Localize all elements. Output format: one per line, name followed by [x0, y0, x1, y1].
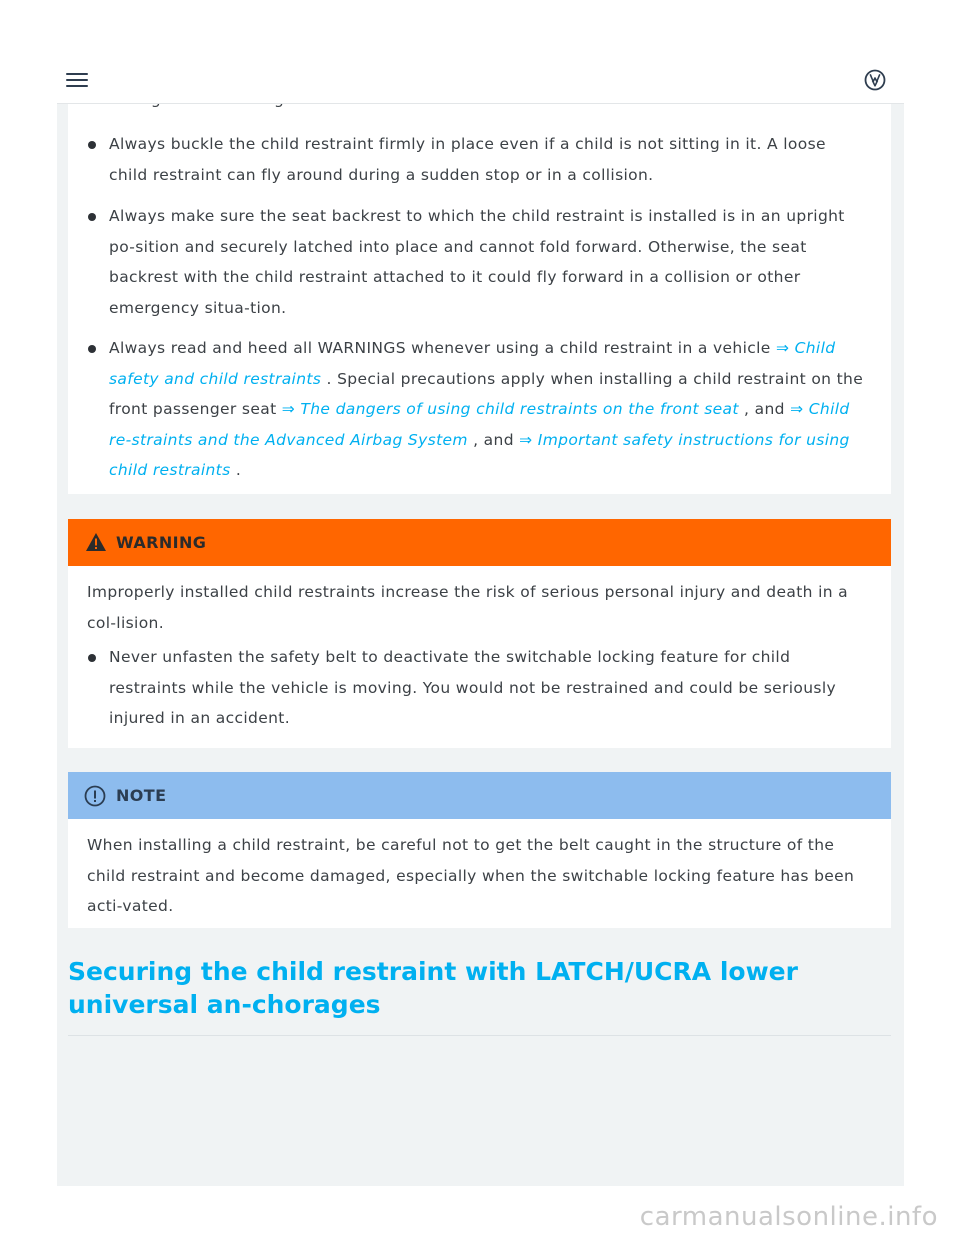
safety-list-card — [68, 62, 891, 494]
warning-title: WARNING — [116, 533, 207, 552]
list-item — [87, 642, 869, 734]
note-header — [68, 772, 891, 819]
link-advanced-airbag[interactable]: ⇒ Child re-straints and the Advanced Airbag System — [109, 400, 850, 449]
link-child-safety[interactable]: ⇒ Child safety and child restraints — [109, 339, 836, 388]
list-item-text: Always buckle the child restraint firmly in place even if a child is not sitting in it. A loose child restraint can fly around during a sudden stop or in a collision. — [109, 135, 826, 184]
top-navigation-bar — [57, 62, 904, 104]
list-item-text: . — [230, 461, 242, 479]
warning-triangle-icon — [85, 532, 107, 552]
note-title: NOTE — [116, 786, 167, 805]
menu-icon[interactable] — [66, 70, 90, 90]
list-item-text: Always read and heed all WARNINGS whenever using a child restraint in a vehicle — [109, 339, 776, 357]
watermark-text: carmanualsonline.info — [639, 1202, 938, 1232]
list-item — [68, 201, 891, 323]
warning-header — [68, 519, 891, 566]
list-item-text: . Special precautions apply when installing a child restraint on the front passenger seat — [109, 369, 864, 418]
section-heading: Securing the child restraint with LATCH/UCRA lower universal an-chorages — [68, 955, 891, 1036]
link-front-seat-dangers[interactable]: ⇒ The dangers of using child restraints on the front seat — [281, 400, 739, 418]
note-exclamation-icon — [84, 785, 106, 807]
note-body — [68, 819, 891, 928]
list-item — [68, 333, 891, 486]
link-important-safety[interactable]: ⇒ Important safety instructions for using child restraints — [109, 430, 850, 479]
list-item-text: Never unfasten the safety belt to deactivate the switchable locking feature for child restraints while the vehicle is moving. You would not be restrained and could be seriously injured in an accident. — [109, 648, 837, 727]
note-text: When installing a child restraint, be careful not to get the belt caught in the structure of the child restraint and become damaged, especially when the switchable locking feature has been acti-vated. — [87, 836, 855, 915]
list-item — [68, 129, 891, 190]
vw-logo-icon[interactable] — [864, 69, 886, 91]
list-item-text: , and — [738, 400, 791, 418]
list-item-text: , and — [467, 430, 520, 449]
warning-body — [68, 566, 891, 748]
warning-text: Improperly installed child restraints increase the risk of serious personal injury and death in a col-lision. — [87, 583, 849, 632]
list-item-text: Always make sure the seat backrest to which the child restraint is installed is in an upright po-sition and securely latched into place and cannot fold forward. Otherwise, the seat backrest with the child restraint attached to it could fly forward in a collision or other emergency situa-tion. — [109, 207, 845, 317]
